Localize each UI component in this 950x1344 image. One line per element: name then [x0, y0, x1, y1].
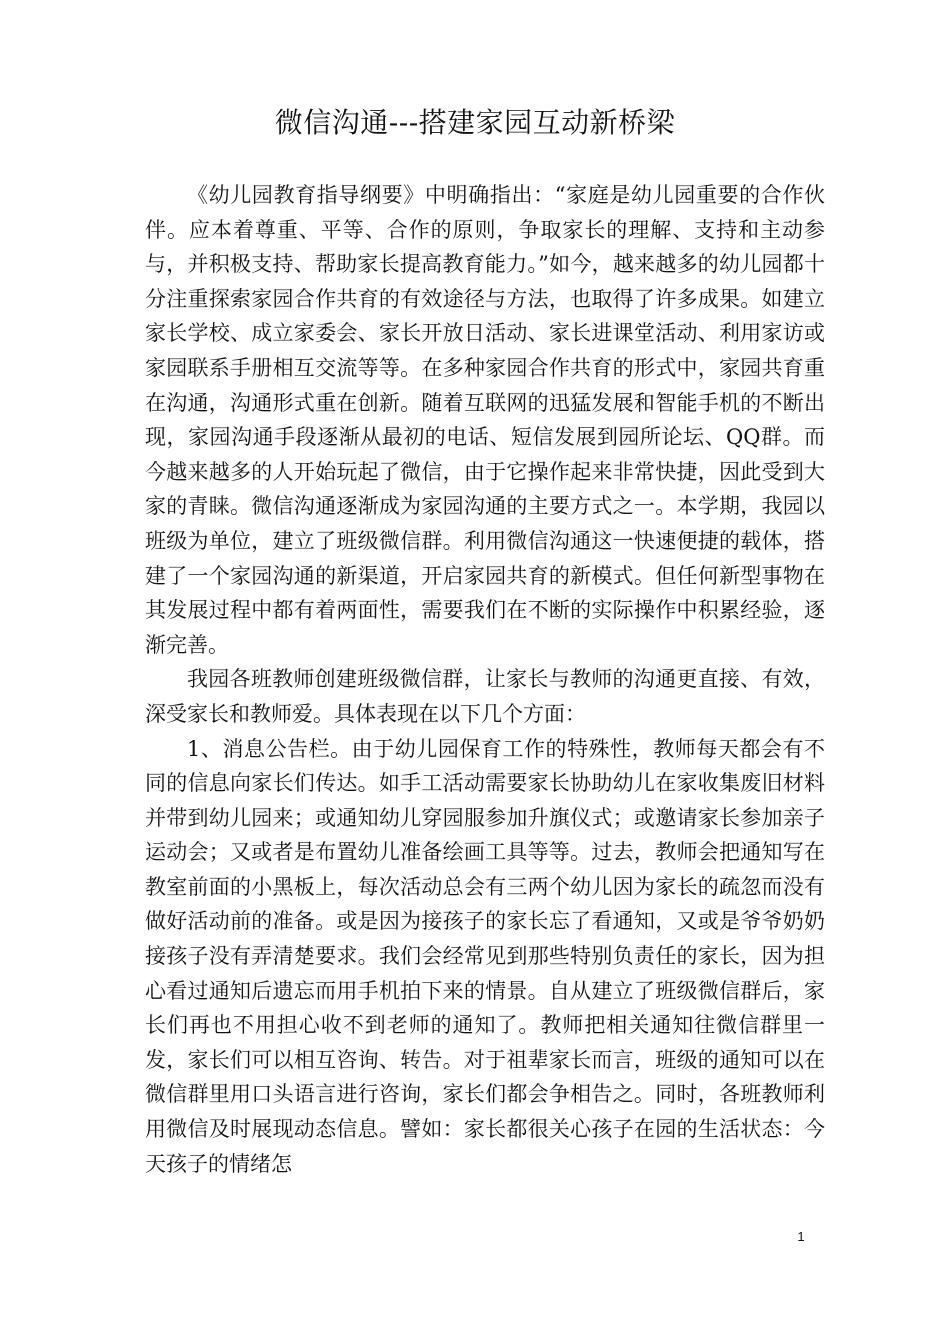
paragraph-overview: 我园各班教师创建班级微信群，让家长与教师的沟通更直接、有效，深受家长和教师爱。具体表现在以下几个方面： [145, 667, 825, 726]
paragraph-intro: 《幼儿园教育指导纲要》中明确指出：“家庭是幼儿园重要的合作伙伴。应本着尊重、平等、合作的原则，争取家长的理解、支持和主动参与，并积极支持、帮助家长提高教育能力。”如今，越来越多的幼儿园都十分注重探索家园合作共育的有效途径与方法，也取得了许多成果。如建立家长学校、成立家委会、家长开放日活动、家长进课堂活动、利用家访或家园联系手册相互交流等等。在多种家园合作共育的形式中，家园共育重在沟通，沟通形式重在创新。随着互联网的迅猛发展和智能手机的不断出现，家园沟通手段逐渐从最初的电话、短信发展到园所论坛、QQ群。而今越来越多的人开始玩起了微信，由于它操作起来非常快捷，因此受到大家的青睐。微信沟通逐渐成为家园沟通的主要方式之一。本学期，我园以班级为单位，建立了班级微信群。利用微信沟通这一快速便捷的载体，搭建了一个家园沟通的新渠道，开启家园共育的新模式。但任何新型事物在其发展过程中都有着两面性，需要我们在不断的实际操作中积累经验，逐渐完善。 [145, 183, 825, 657]
document-body [145, 178, 825, 1181]
document-title: 微信沟通---搭建家园互动新桥梁 [274, 106, 676, 139]
page-number: 1 [797, 1229, 805, 1244]
paragraph-message-board: 1、消息公告栏。由于幼儿园保育工作的特殊性，教师每天都会有不同的信息向家长们传达。如手工活动需要家长协助幼儿在家收集废旧材料并带到幼儿园来；或通知幼儿穿园服参加升旗仪式；或邀请家长参加亲子运动会；又或者是布置幼儿准备绘画工具等等。过去，教师会把通知写在教室前面的小黑板上，每次活动总会有三两个幼儿因为家长的疏忽而没有做好活动前的准备。或是因为接孩子的家长忘了看通知，又或是爷爷奶奶接孩子没有弄清楚要求。我们会经常见到那些特别负责任的家长，因为担心看过通知后遗忘而用手机拍下来的情景。自从建立了班级微信群后，家长们再也不用担心收不到老师的通知了。教师把相关通知往微信群里一发，家长们可以相互咨询、转告。对于祖辈家长而言，班级的通知可以在微信群里用口头语言进行咨询，家长们都会争相告之。同时，各班教师利用微信及时展现动态信息。譬如：家长都很关心孩子在园的生活状态：今天孩子的情绪怎 [145, 736, 825, 1176]
